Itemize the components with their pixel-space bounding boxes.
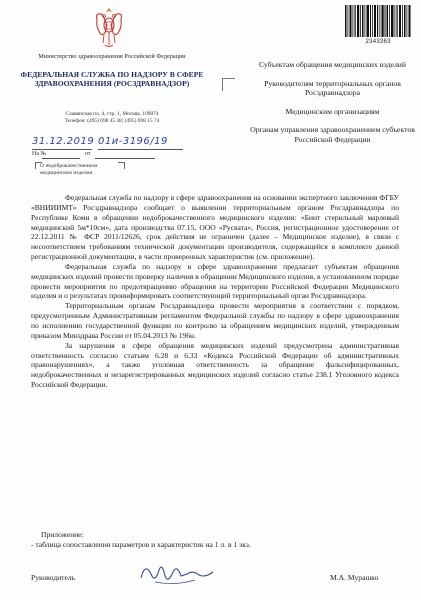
body-paragraph-3: Территориальным органам Росздравнадзора провести мероприятия в соответствии с порядком, предусмотренным Административным регламентом Федеральной службы по надзору в сфере здравоохранения по исполнению государственной функции по контролю за обращением медицинских изделий, утвержденным приказом Минздрава России от 05.04.2013 № 196н.	[31, 301, 399, 340]
date-underline	[32, 149, 92, 150]
recipient-bracket-left	[222, 78, 235, 91]
agency-address	[22, 111, 202, 125]
address-street: Славянская пл. 4, стр. 1, Москва, 109074	[65, 111, 159, 117]
recipient-2: Руководителям территориальных органов Росздравнадзора	[264, 78, 401, 98]
reference-date-line	[95, 158, 155, 159]
recipient-4: Органам управления здравоохранением субъектов Российской Федерации	[250, 125, 415, 144]
signatory-name: М.А. Мурашко	[330, 573, 379, 582]
agency-name: ФЕДЕРАЛЬНАЯ СЛУЖБА ПО НАДЗОРУ В СФЕРЕ ЗДРАВООХРАНЕНИЯ (РОСЗДРАВНАДЗОР)	[20, 70, 204, 88]
recipient-1: Субъектам обращения медицинских изделий	[258, 60, 407, 69]
letter-body	[31, 193, 399, 390]
handwritten-number: 01и-3196/19	[98, 136, 168, 147]
coat-of-arms-emblem	[93, 5, 125, 49]
body-paragraph-4: За нарушения в сфере обращения медицинских изделий предусмотрена административная ответственность согласно статьям 6.28 и 6.33 «Кодекса Российской Федерации об административных правонарушениях», а также уголовная ответственность за обращение фальсифицированных, недоброкачественных и незарегистрированных медицинских изделий согласно статье 238.1 Уголовного кодекса Российской Федерации.	[31, 340, 399, 390]
body-paragraph-1: Федеральная служба по надзору в сфере здравоохранения на основании экспертного заключения ФГБУ «ВНИИИМТ» Росздравнадзора сообщает о выявлении территориальным органом Росздравнадзора по Республике Коми в обращении недоброкачественного медицинского изделия: «Бинт стерильный марлевый медицинский 5м*10см», дата производства 07.15, ООО «Русвата», Россия, регистрационное удостоверение от 22.12.2011 № ФСР 2011/12626, срок действия не ограничен (далее – Медицинское изделие), в связи с несоответствием требованиям технической документации производителя, содержащейся в комплекте данной регистрационной документации, в части проверенных характеристик (см. приложение).	[31, 193, 399, 262]
handwritten-date: 31.12.2019	[32, 136, 95, 147]
recipient-3: Медицинским организациям	[285, 106, 380, 116]
address-phone: Телефон: (495) 698 45 38; (495) 698 15 74	[64, 118, 160, 124]
barcode-number: 2343363	[365, 38, 391, 45]
reference-number-label: На №	[32, 151, 47, 157]
handwritten-signature	[135, 558, 225, 588]
recipients-block	[250, 60, 415, 154]
letter-subject: О недоброкачественном медицинском изделии	[40, 163, 98, 177]
number-underline	[98, 149, 183, 150]
signatory-role: Руководитель	[31, 573, 76, 582]
attachment-block	[31, 530, 399, 550]
attachment-label: Приложение:	[41, 530, 84, 539]
reference-date-label: от	[85, 151, 91, 157]
body-paragraph-2: Федеральная служба по надзору в сфере здравоохранения предлагает субъектам обращения медицинских изделий провести проверку наличия в обращении Медицинского изделия, в установленном порядке провести мероприятия по предотвращению обращения на территории Российской Федерации Медицинского изделия и о результатах проинформировать соответствующий территориальный орган Росздравнадзора.	[31, 261, 399, 301]
barcode	[345, 5, 411, 37]
ministry-name: Министерство здравоохранения Российской Федерации	[38, 53, 186, 60]
reference-number-line	[42, 158, 80, 159]
attachment-item: - таблица сопоставления параметров и характеристик на 1 л. в 1 экз.	[31, 540, 251, 549]
